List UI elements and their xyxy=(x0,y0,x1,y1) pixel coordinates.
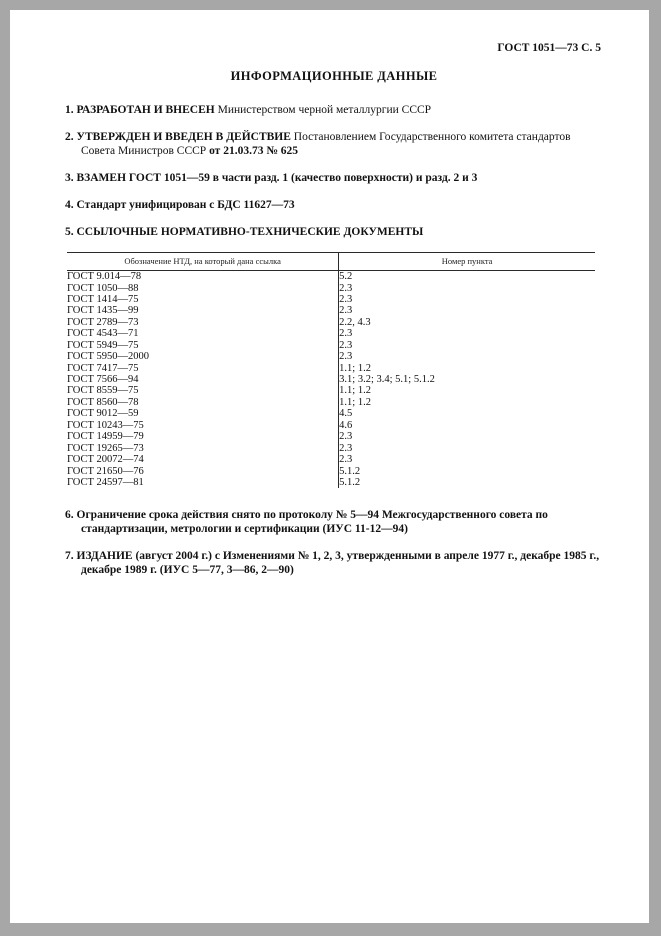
list-item-3 xyxy=(65,171,603,185)
item-3-lead: ВЗАМЕН ГОСТ 1051—59 в части разд. 1 (качество поверхности) и разд. 2 и 3 xyxy=(76,172,478,185)
item-5-number: 5. xyxy=(65,226,74,239)
item-4-lead: Стандарт унифицирован с БДС 11627—73 xyxy=(76,199,295,212)
ref-cell: 1.1; 1.2 xyxy=(339,362,371,374)
item-1-lead: РАЗРАБОТАН И ВНЕСЕН xyxy=(76,104,215,116)
page-header: ГОСТ 1051—73 С. 5 xyxy=(497,42,601,54)
ref-cell: 5.1.2 xyxy=(339,465,361,477)
table-row xyxy=(67,328,595,339)
ref-cell: 1.1; 1.2 xyxy=(339,396,371,408)
ref-cell: 2.3 xyxy=(339,282,353,294)
ntd-cell: ГОСТ 7566—94 xyxy=(67,374,339,385)
item-1-number: 1. xyxy=(65,104,74,116)
ntd-cell: ГОСТ 1435—99 xyxy=(67,305,339,316)
ntd-cell: ГОСТ 10243—75 xyxy=(67,420,339,431)
table-row xyxy=(67,317,595,328)
ntd-cell: ГОСТ 7417—75 xyxy=(67,363,339,374)
table-row xyxy=(67,420,595,431)
ref-cell: 4.6 xyxy=(339,419,353,431)
item-6-number: 6. xyxy=(65,509,74,522)
item-3-number: 3. xyxy=(65,172,74,185)
item-2-tail: от 21.03.73 № 625 xyxy=(209,145,299,158)
ref-cell: 2.2, 4.3 xyxy=(339,316,371,328)
document-page xyxy=(10,10,649,923)
table-row xyxy=(67,397,595,408)
table-row xyxy=(67,363,595,374)
references-table xyxy=(67,252,595,488)
table-row xyxy=(67,283,595,294)
table-row xyxy=(67,294,595,305)
page-title: ИНФОРМАЦИОННЫЕ ДАННЫЕ xyxy=(230,69,438,83)
ref-cell: 2.3 xyxy=(339,293,353,305)
ntd-cell: ГОСТ 21650—76 xyxy=(67,466,339,477)
ntd-cell: ГОСТ 1414—75 xyxy=(67,294,339,305)
table-row xyxy=(67,477,595,488)
ntd-cell: ГОСТ 9012—59 xyxy=(67,408,339,419)
ref-cell: 3.1; 3.2; 3.4; 5.1; 5.1.2 xyxy=(339,374,435,386)
ntd-cell: ГОСТ 24597—81 xyxy=(67,477,339,488)
ref-cell: 2.3 xyxy=(339,442,353,454)
list-item-1 xyxy=(65,103,603,117)
ntd-cell: ГОСТ 1050—88 xyxy=(67,283,339,294)
ref-cell: 2.3 xyxy=(339,339,353,351)
ref-cell: 5.1.2 xyxy=(339,476,361,488)
item-4-number: 4. xyxy=(65,199,74,212)
table-row xyxy=(67,351,595,362)
item-5-lead: ССЫЛОЧНЫЕ НОРМАТИВНО-ТЕХНИЧЕСКИЕ ДОКУМЕНТЫ xyxy=(76,226,424,239)
table-row xyxy=(67,454,595,465)
ntd-cell: ГОСТ 2789—73 xyxy=(67,317,339,328)
table-row xyxy=(67,374,595,385)
ntd-cell: ГОСТ 19265—73 xyxy=(67,443,339,454)
table-row xyxy=(67,408,595,419)
table-row xyxy=(67,385,595,396)
item-6-lead: Ограничение срока действия снято по протоколу № 5—94 Межгосударственного совета по стандартизации, метрологии и сертификации (ИУС 11-12—94) xyxy=(76,509,548,536)
table-row xyxy=(67,340,595,351)
item-7-number: 7. xyxy=(65,550,74,563)
list-item-2 xyxy=(65,130,603,158)
item-7-lead: ИЗДАНИЕ (август 2004 г.) с Изменениями № 1, 2, 3, утвержденными в апреле 1977 г., декабре 1985 г., декабре 1989 г. (ИУС 5—77, 3—86, 2—90) xyxy=(76,550,600,577)
ref-cell: 5.2 xyxy=(339,271,353,283)
ref-cell: 2.3 xyxy=(339,351,353,363)
ntd-column-header: Обозначение НТД, на который дана ссылка xyxy=(67,253,339,271)
table-row xyxy=(67,305,595,316)
ntd-cell: ГОСТ 5949—75 xyxy=(67,340,339,351)
table-header-row xyxy=(67,253,595,271)
ntd-cell: ГОСТ 20072—74 xyxy=(67,454,339,465)
references-table-head xyxy=(67,253,595,271)
item-2-lead: УТВЕРЖДЕН И ВВЕДЕН В ДЕЙСТВИЕ xyxy=(76,131,291,144)
ntd-cell: ГОСТ 4543—71 xyxy=(67,328,339,339)
references-table-body xyxy=(67,271,595,489)
ntd-cell: ГОСТ 8559—75 xyxy=(67,385,339,396)
ref-cell: 1.1; 1.2 xyxy=(339,385,371,397)
ref-cell: 2.3 xyxy=(339,454,353,466)
table-row xyxy=(67,443,595,454)
item-1-text: Министерством черной металлургии СССР xyxy=(214,104,432,116)
ntd-cell: ГОСТ 9.014—78 xyxy=(67,271,339,283)
item-2-number: 2. xyxy=(65,131,74,144)
ref-cell: 2.3 xyxy=(339,328,353,340)
ntd-cell: ГОСТ 5950—2000 xyxy=(67,351,339,362)
ref-column-header: Номер пункта xyxy=(339,253,595,271)
ref-cell: 2.3 xyxy=(339,431,353,443)
ref-cell: 4.5 xyxy=(339,408,353,420)
item-2-text: Постановлением Государственного комитета стандартов Совета Министров СССР xyxy=(81,131,571,158)
table-row xyxy=(67,431,595,442)
list-item-7 xyxy=(65,549,603,577)
ref-cell: 2.3 xyxy=(339,305,353,317)
list-item-4 xyxy=(65,198,603,212)
list-item-6 xyxy=(65,508,603,536)
list-item-5 xyxy=(65,225,603,239)
ntd-cell: ГОСТ 8560—78 xyxy=(67,397,339,408)
table-row xyxy=(67,466,595,477)
table-row xyxy=(67,271,595,283)
ntd-cell: ГОСТ 14959—79 xyxy=(67,431,339,442)
